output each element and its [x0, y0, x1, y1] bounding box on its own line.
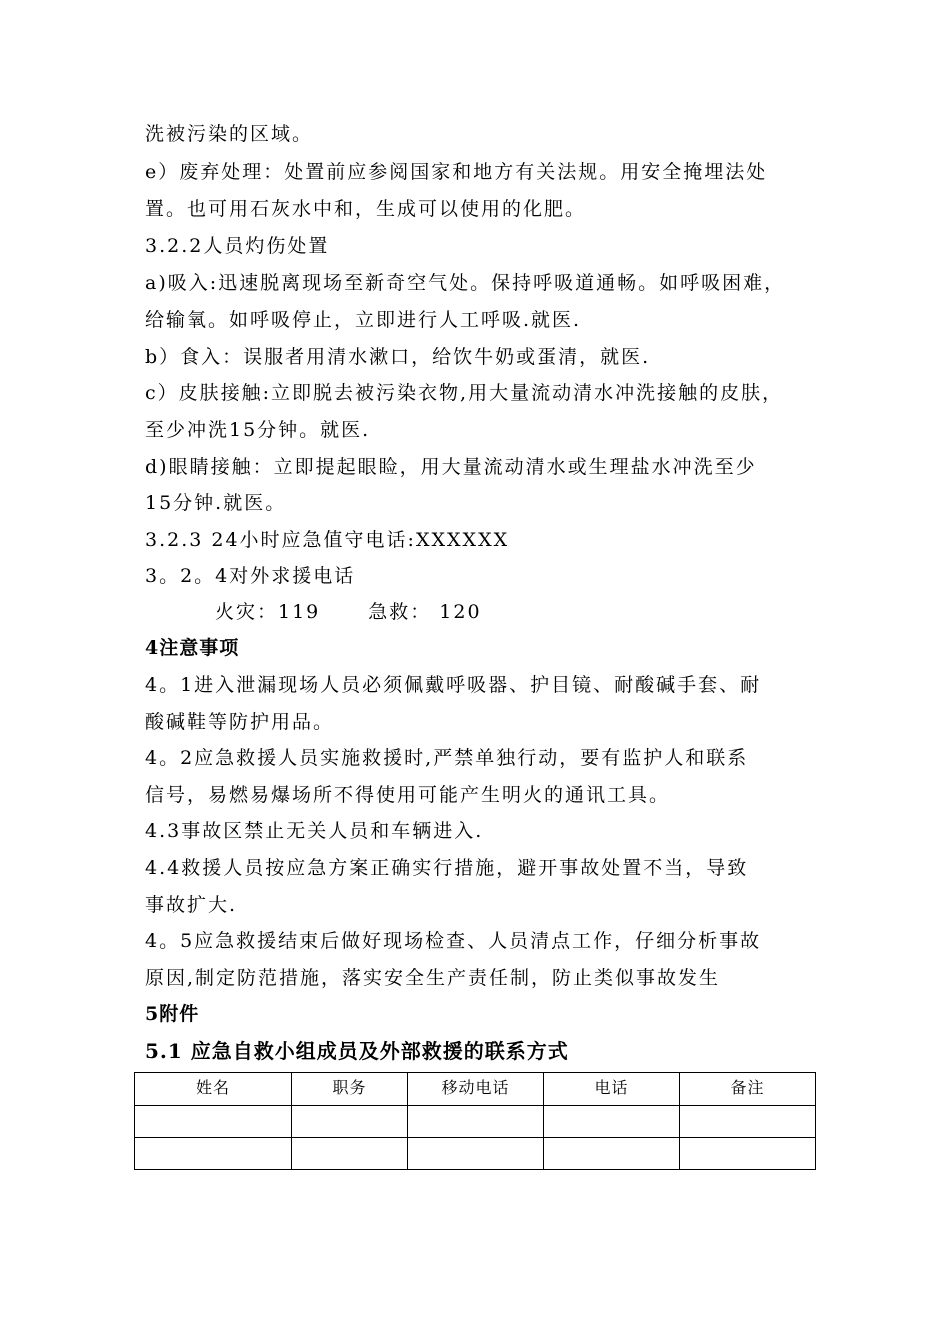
- text-line: c）皮肤接触:立即脱去被污染衣物,用大量流动清水冲洗接触的皮肤，: [145, 382, 784, 404]
- text-line: 事故扩大.: [145, 894, 238, 916]
- text-line: 原因,制定防范措施，落实安全生产责任制，防止类似事故发生: [145, 967, 721, 989]
- text-line: a)吸入:迅速脱离现场至新奇空气处。保持呼吸道通畅。如呼吸困难，: [145, 272, 786, 294]
- external-help-heading: 3。2。4对外求援电话: [145, 565, 356, 587]
- table-cell: [680, 1106, 816, 1138]
- table-cell: [292, 1106, 408, 1138]
- column-header-position: 职务: [292, 1073, 408, 1106]
- text-line: b）食入：误服者用清水漱口，给饮牛奶或蛋清，就医.: [145, 346, 651, 368]
- text-line: 4.3事故区禁止无关人员和车辆进入.: [145, 820, 484, 842]
- table-cell: [408, 1138, 544, 1170]
- text-line: 4。2应急救援人员实施救援时,严禁单独行动，要有监护人和联系: [145, 747, 749, 769]
- text-line: 4。5应急救援结束后做好现场检查、人员清点工作，仔细分析事故: [145, 930, 762, 952]
- contacts-table: [134, 1072, 816, 1170]
- duty-phone-line: 3.2.3 24小时应急值守电话:XXXXXX: [145, 529, 510, 551]
- text-line: 洗被污染的区域。: [145, 123, 314, 145]
- section-5-title: 5附件: [145, 1003, 200, 1025]
- text-line: 至少冲洗15分钟。就医.: [145, 419, 371, 441]
- text-line: 酸碱鞋等防护用品。: [145, 711, 335, 733]
- column-header-mobile: 移动电话: [408, 1073, 544, 1106]
- text-line: 给输氧。如呼吸停止，立即进行人工呼吸.就医.: [145, 309, 582, 331]
- text-line: 15分钟.就医。: [145, 492, 287, 514]
- table-row: [135, 1106, 816, 1138]
- table-cell: [292, 1138, 408, 1170]
- fire-phone: 火灾：119: [215, 601, 321, 623]
- table-row: [135, 1138, 816, 1170]
- text-line: d)眼睛接触：立即提起眼睑，用大量流动清水或生理盐水冲洗至少: [145, 456, 757, 478]
- text-line: 4.4救援人员按应急方案正确实行措施，避开事故处置不当，导致: [145, 857, 749, 879]
- column-header-notes: 备注: [680, 1073, 816, 1106]
- emergency-phones: [215, 600, 482, 624]
- table-cell: [544, 1138, 680, 1170]
- column-header-name: 姓名: [135, 1073, 292, 1106]
- table-cell: [135, 1106, 292, 1138]
- section-5-1-subtitle: 5.1 应急自救小组成员及外部救援的联系方式: [145, 1039, 569, 1063]
- section-4-title: 4注意事项: [145, 637, 240, 659]
- table-cell: [408, 1106, 544, 1138]
- first-aid-phone: 急救： 120: [368, 601, 482, 623]
- table-header-row: [135, 1073, 816, 1106]
- text-line: 4。1进入泄漏现场人员必须佩戴呼吸器、护目镜、耐酸碱手套、耐: [145, 674, 762, 696]
- column-header-phone: 电话: [544, 1073, 680, 1106]
- table-cell: [544, 1106, 680, 1138]
- subsection-heading: 3.2.2人员灼伤处置: [145, 235, 330, 257]
- text-line: 信号，易燃易爆场所不得使用可能产生明火的通讯工具。: [145, 784, 671, 806]
- table-cell: [680, 1138, 816, 1170]
- text-line: 置。也可用石灰水中和，生成可以使用的化肥。: [145, 198, 587, 220]
- text-line: e）废弃处理：处置前应参阅国家和地方有关法规。用安全掩埋法处: [145, 161, 768, 183]
- table-cell: [135, 1138, 292, 1170]
